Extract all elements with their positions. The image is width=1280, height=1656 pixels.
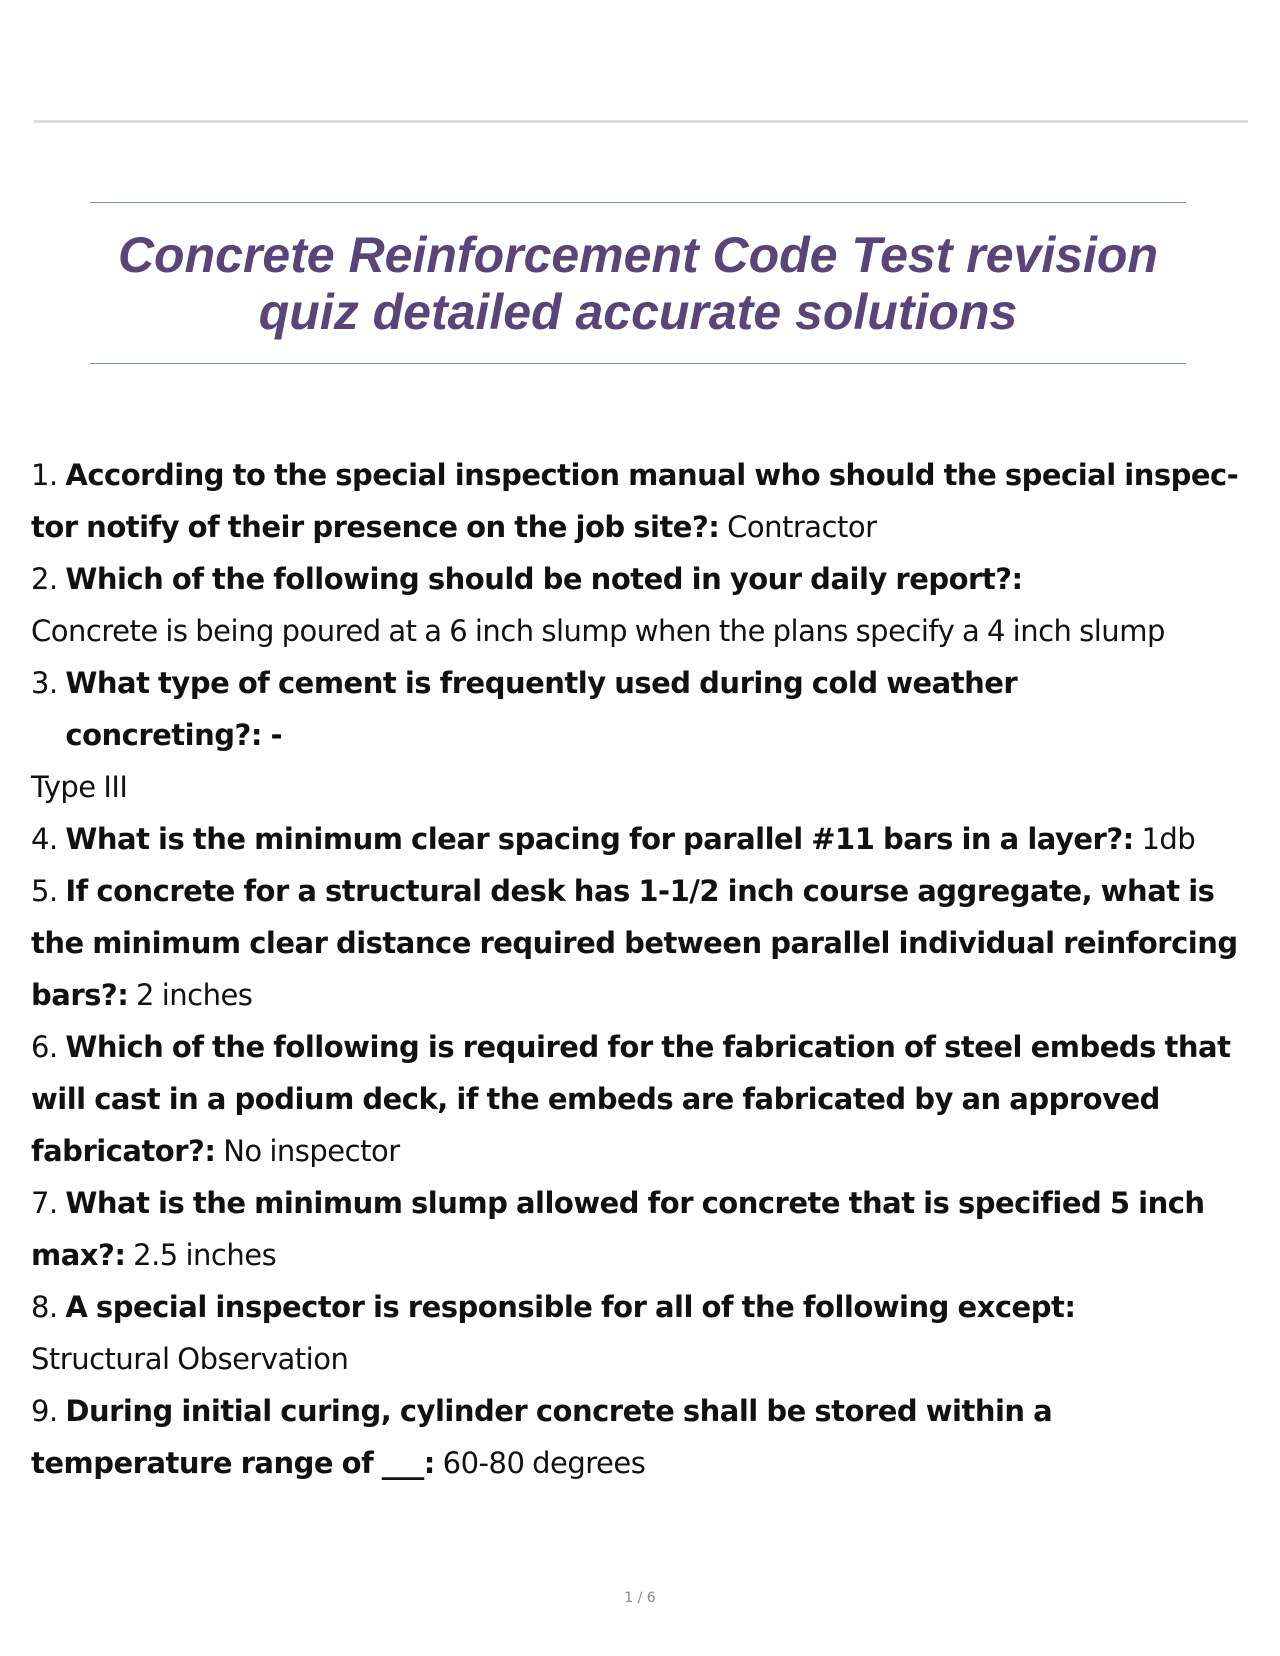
header-divider (34, 120, 1248, 123)
question-text: What is the minimum clear spacing for parallel #11 bars in a layer?: (65, 822, 1134, 856)
answer-text: 1db (1141, 822, 1196, 856)
question-text: A special inspector is responsible for all of the following except: (65, 1290, 1076, 1324)
question-text: During initial curing, cylinder concrete shall be stored within a temperature range of ___: (31, 1394, 1053, 1480)
title-line-2: quiz detailed accurate solutions (258, 284, 1018, 340)
question-text: What is the minimum slump allowed for concrete that is specified 5 inch max?: (31, 1186, 1205, 1272)
title-bottom-rule (90, 363, 1186, 364)
question-item-5 (31, 865, 1256, 1021)
question-text: What type of cement is frequently used during cold weather concreting?: - (65, 666, 1018, 752)
answer-text: 2.5 inches (133, 1238, 277, 1272)
question-text: Which of the following should be noted in your daily report?: (65, 562, 1023, 596)
question-number: 7. (31, 1186, 58, 1220)
question-item-9 (31, 1385, 1256, 1489)
page-indicator: 1 / 6 (624, 1590, 656, 1606)
question-item-7 (31, 1177, 1256, 1281)
question-number: 3. (31, 666, 58, 700)
question-text: If concrete for a structural desk has 1-1/2 inch course aggregate, what is the minimum clear distance required between parallel individual reinforcing bars?: (31, 874, 1238, 1012)
answer-text: Contractor (727, 510, 877, 544)
question-number: 8. (31, 1290, 58, 1324)
question-list (31, 449, 1256, 1489)
title-block (90, 202, 1186, 364)
title-line-1: Concrete Reinforcement Code Test revision (117, 227, 1159, 283)
question-item-3 (31, 657, 1256, 813)
question-number: 9. (31, 1394, 58, 1428)
answer-text: 60-80 degrees (442, 1446, 646, 1480)
question-text: According to the special inspection manual who should the special inspec- tor notify of their presence on the job site?: (31, 458, 1239, 544)
question-number: 2. (31, 562, 58, 596)
question-number: 6. (31, 1030, 58, 1064)
question-number: 4. (31, 822, 58, 856)
question-item-2 (31, 553, 1256, 657)
question-number: 5. (31, 874, 58, 908)
answer-text: Concrete is being poured at a 6 inch slump when the plans specify a 4 inch slump (31, 614, 1165, 648)
question-text: Which of the following is required for the fabrication of steel embeds that will cast in a podium deck, if the embeds are fabricated by an approved fabricator?: (31, 1030, 1231, 1168)
question-item-6 (31, 1021, 1256, 1177)
question-item-8 (31, 1281, 1256, 1385)
answer-text: 2 inches (136, 978, 253, 1012)
answer-text: Type III (31, 770, 128, 804)
answer-text: No inspector (223, 1134, 400, 1168)
question-item-4 (31, 813, 1256, 865)
question-number: 1. (31, 458, 58, 492)
document-title (90, 203, 1186, 363)
question-item-1 (31, 449, 1256, 553)
answer-text: Structural Observation (31, 1342, 349, 1376)
